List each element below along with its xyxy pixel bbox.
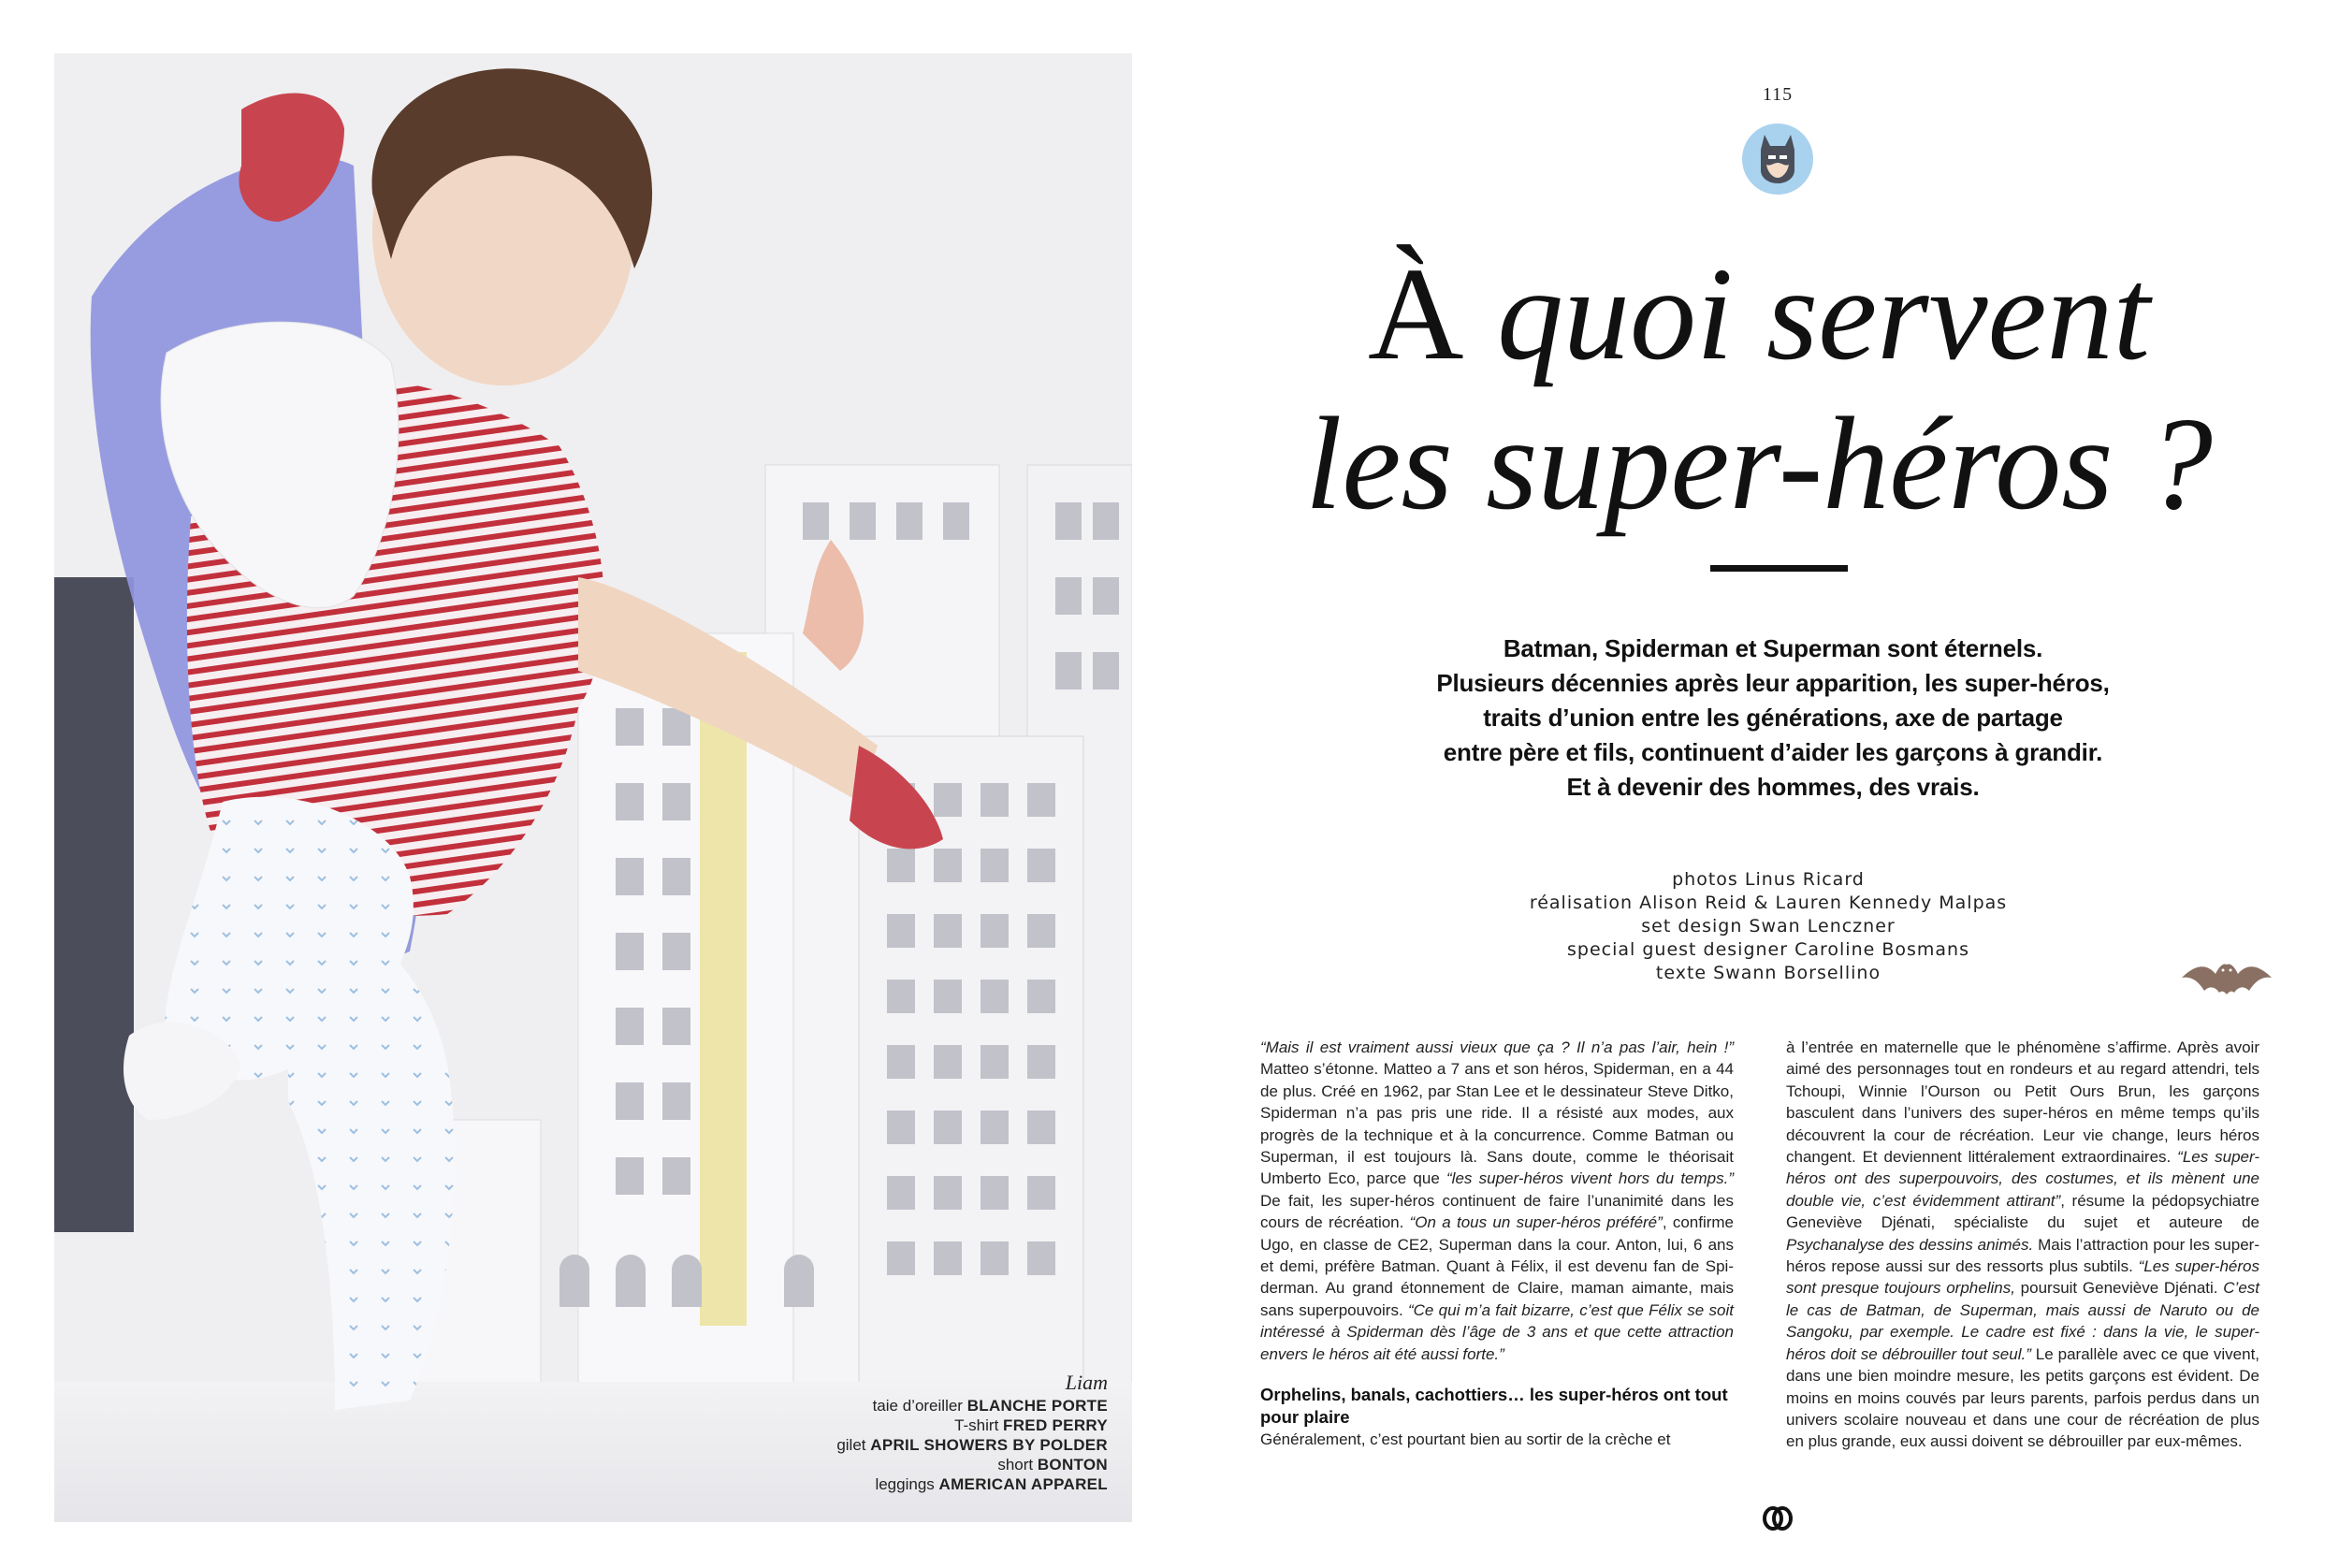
book-title: Psychanalyse des dessins animés. <box>1786 1235 2034 1254</box>
caption-brand: BLANCHE PORTE <box>966 1397 1108 1415</box>
caption-name: Liam <box>1065 1371 1108 1394</box>
caption-label: gilet <box>836 1436 866 1454</box>
caption-row <box>836 1455 1108 1474</box>
text-run: De fait, les super-héros continuent de faire l’unanimité dans les cours de récréation. <box>1260 1191 1734 1232</box>
quote: “Les super-héros ont des superpouvoirs, des costumes, et ils mènent une double vie, c’est évidemment attirant” <box>1786 1148 2259 1210</box>
lede-line: entre père et fils, continuent d’aider les garçons à grandir. <box>1443 738 2103 766</box>
caption-row <box>836 1435 1108 1455</box>
article-column-1 <box>1260 1037 1734 1451</box>
credit-line: special guest designer Caroline Bosmans <box>1567 939 1969 960</box>
quote: “Mais il est vraiment aussi vieux que ça ? Il n’a pas l’air, hein !” <box>1260 1038 1734 1056</box>
credit-line: photos Linus Ricard <box>1672 869 1865 890</box>
bat-icon <box>2180 950 2274 1006</box>
caption-row <box>836 1396 1108 1416</box>
paragraph: Généralement, c’est pourtant bien au sortir de la crèche et <box>1260 1430 1671 1449</box>
text-run: à l’entrée en maternelle que le phénomène s’affirme. Après avoir aimé des personnages tout en rondeurs et au regard attendri, tels Tchoupi, Winnie l’Ourson ou Petit Ours Brun, les garçons basculent dans l’univers des super-héros en même temps qu’ils découvrent la cour de récréation. Leur vie change, leurs héros changent. Et deviennent littéralement extraordinaires. <box>1786 1038 2259 1167</box>
title-divider <box>1710 565 1848 572</box>
section-subhead: Orphelins, banals, cachottiers… les super-héros ont tout pour plaire <box>1260 1385 1728 1428</box>
quote: “On a tous un super-héros préféré” <box>1409 1213 1663 1232</box>
background-person <box>54 577 134 1232</box>
quote: C’est le cas de Batman, de Superman, mais aussi de Naruto ou de Sangoku, par exemple. Le cadre est fixé : dans la vie, le super-héros doit se débrouiller tout seul.” <box>1786 1279 2259 1363</box>
text-run: poursuit Geneviève Djénati. <box>2014 1279 2224 1298</box>
paragraph <box>1786 1037 2259 1453</box>
title-line-1-italic: quoi servent <box>1463 240 2151 387</box>
title-line-1 <box>1368 240 2150 387</box>
caption-label: taie d’oreiller <box>872 1397 963 1415</box>
cover-photo <box>54 53 1132 1522</box>
credits-block <box>1460 868 2077 985</box>
photo-illustration <box>54 53 1132 1522</box>
lede-line: traits d’union entre les générations, axe de partage <box>1483 704 2063 732</box>
lede-line: Et à devenir des hommes, des vrais. <box>1566 773 1980 801</box>
text-run: Mais l’attraction pour les super-héros repose aussi sur des ressorts plus subtils. <box>1786 1235 2259 1276</box>
text-run: Matteo s’étonne. Matteo a 7 ans et son héros, Spiderman, en a 44 de plus. Créé en 1962, par Stan Lee et le dessinateur Steve Ditko, Spiderman n’a pas pris une ride. Il a résisté aux modes, aux progrès de la technique et à la concurrence. Comme Batman ou Superman, il est toujours là. Sans doute, comme le théorisait Umberto Eco, parce que <box>1260 1060 1734 1188</box>
text-run: Le parallèle avec ce que vivent, dans une bien moindre mesure, les petits garçons est évident. De moins en moins couvés par leurs parents, parfois perdus dans un univers scolaire nouveau et dans une cour de récréation de plus en plus grande, eux aussi doivent se débrouiller par eux-mêmes. <box>1786 1344 2260 1451</box>
lede-line: Plusieurs décennies après leur apparition, les super-héros, <box>1436 669 2110 697</box>
article-column-2 <box>1786 1037 2259 1453</box>
article-title <box>1207 239 2311 538</box>
caption-brand: AMERICAN APPAREL <box>938 1475 1108 1493</box>
caption-label: leggings <box>875 1475 935 1493</box>
page-number: 115 <box>1762 84 1794 105</box>
text-run: , confirme Ugo, en classe de CE2, Superman dans la cour. Anton, lui, 6 ans et demi, préfère Batman. Quant à Félix, il est devenu fan de Spi-derman. Au grand étonnement de Claire, maman aimante, mais sans superpouvoirs. <box>1260 1213 1735 1319</box>
caption-row <box>836 1416 1108 1435</box>
caption-brand: BONTON <box>1037 1456 1108 1474</box>
title-upright-letter: À <box>1367 240 1464 387</box>
credit-line: texte Swann Borsellino <box>1655 963 1881 983</box>
caption-label: short <box>997 1456 1034 1474</box>
photo-caption <box>836 1372 1108 1494</box>
quote: “les super-héros vivent hors du temps.” <box>1446 1169 1734 1188</box>
credit-line: set design Swan Lenczner <box>1641 916 1896 936</box>
text-run: , résume la pédopsychiatre Geneviève Djénati, spécialiste du sujet et auteure de <box>1786 1191 2259 1232</box>
quote: “Ce qui m’a fait bizarre, c’est que Félix se soit intéressé à Spiderman dès l’âge de 3 ans et que cette attraction envers le héros ait été aussi forte.” <box>1260 1300 1734 1363</box>
caption-row <box>836 1474 1108 1494</box>
article-lede <box>1375 632 2171 805</box>
paragraph <box>1260 1037 1734 1365</box>
quote: “Les super-héros sont presque toujours orphelins, <box>1786 1257 2259 1298</box>
title-line-2: les super-héros ? <box>1304 389 2213 537</box>
caption-brand: APRIL SHOWERS BY POLDER <box>870 1436 1108 1454</box>
batman-badge-icon <box>1740 122 1815 196</box>
caption-label: T-shirt <box>954 1416 999 1434</box>
lede-line: Batman, Spiderman et Superman sont éternels. <box>1503 634 2043 662</box>
caption-brand: FRED PERRY <box>1003 1416 1108 1434</box>
magazine-logo-icon <box>1763 1506 1793 1531</box>
credit-line: réalisation Alison Reid & Lauren Kennedy Malpas <box>1529 893 2008 913</box>
